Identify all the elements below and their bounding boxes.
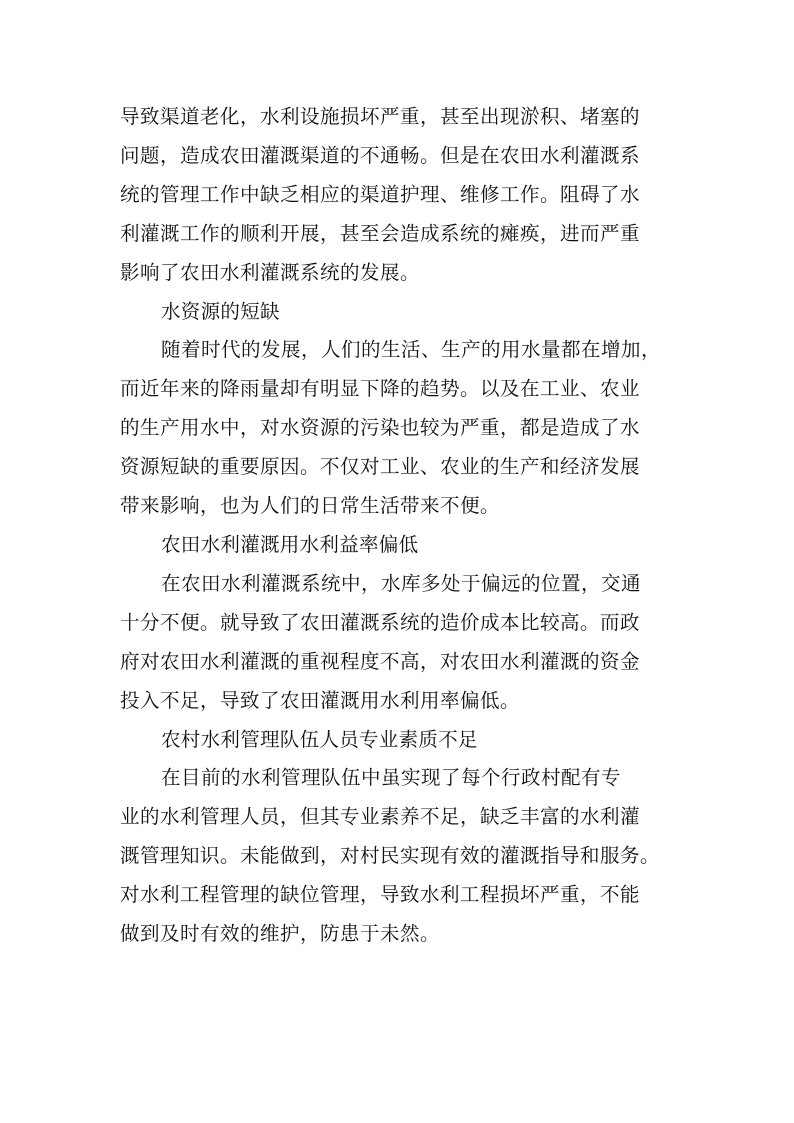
paragraph-line: 利灌溉工作的顺利开展，甚至会造成系统的瘫痪，进而严重 xyxy=(120,221,641,245)
paragraph-line: 的生产用水中，对水资源的污染也较为严重，都是造成了水 xyxy=(120,416,641,440)
paragraph-line: 业的水利管理人员，但其专业素养不足，缺乏丰富的水利灌 xyxy=(120,805,641,829)
section-heading-staff-quality: 农村水利管理队伍人员专业素质不足 xyxy=(161,727,478,751)
paragraph-line: 统的管理工作中缺乏相应的渠道护理、维修工作。阻碍了水 xyxy=(120,182,641,206)
paragraph-line: 十分不便。就导致了农田灌溉系统的造价成本比较高。而政 xyxy=(120,610,641,634)
section-heading-water-shortage: 水资源的短缺 xyxy=(161,299,280,323)
paragraph-line: 带来影响，也为人们的日常生活带来不便。 xyxy=(120,494,501,518)
section-heading-low-efficiency: 农田水利灌溉用水利益率偏低 xyxy=(161,532,419,556)
paragraph-line: 在目前的水利管理队伍中虽实现了每个行政村配有专 xyxy=(161,766,622,790)
paragraph-line: 而近年来的降雨量却有明显下降的趋势。以及在工业、农业 xyxy=(120,377,641,401)
paragraph-line: 在农田水利灌溉系统中，水库多处于偏远的位置，交通 xyxy=(161,571,642,595)
paragraph-line: 问题，造成农田灌溉渠道的不通畅。但是在农田水利灌溉系 xyxy=(120,143,641,167)
paragraph-line: 溉管理知识。未能做到，对村民实现有效的灌溉指导和服务。 xyxy=(120,844,661,868)
paragraph-line: 对水利工程管理的缺位管理，导致水利工程损坏严重，不能 xyxy=(120,883,641,907)
paragraph-water-shortage xyxy=(120,331,676,526)
document-body xyxy=(120,98,676,954)
paragraph-low-efficiency xyxy=(120,565,676,721)
paragraph-line: 投入不足，导致了农田灌溉用水利用率偏低。 xyxy=(120,688,521,712)
paragraph-line: 资源短缺的重要原因。不仅对工业、农业的生产和经济发展 xyxy=(120,455,641,479)
paragraph-line: 导致渠道老化，水利设施损坏严重，甚至出现淤积、堵塞的 xyxy=(120,105,641,128)
paragraph-line: 随着时代的发展，人们的生活、生产的用水量都在增加， xyxy=(161,338,662,362)
paragraph-staff-quality xyxy=(120,759,676,954)
paragraph-line: 影响了农田水利灌溉系统的发展。 xyxy=(120,260,421,284)
paragraph-channel-aging xyxy=(120,98,676,293)
paragraph-line: 做到及时有效的维护，防患于未然。 xyxy=(120,922,441,946)
paragraph-line: 府对农田水利灌溉的重视程度不高，对农田水利灌溉的资金 xyxy=(120,649,641,673)
